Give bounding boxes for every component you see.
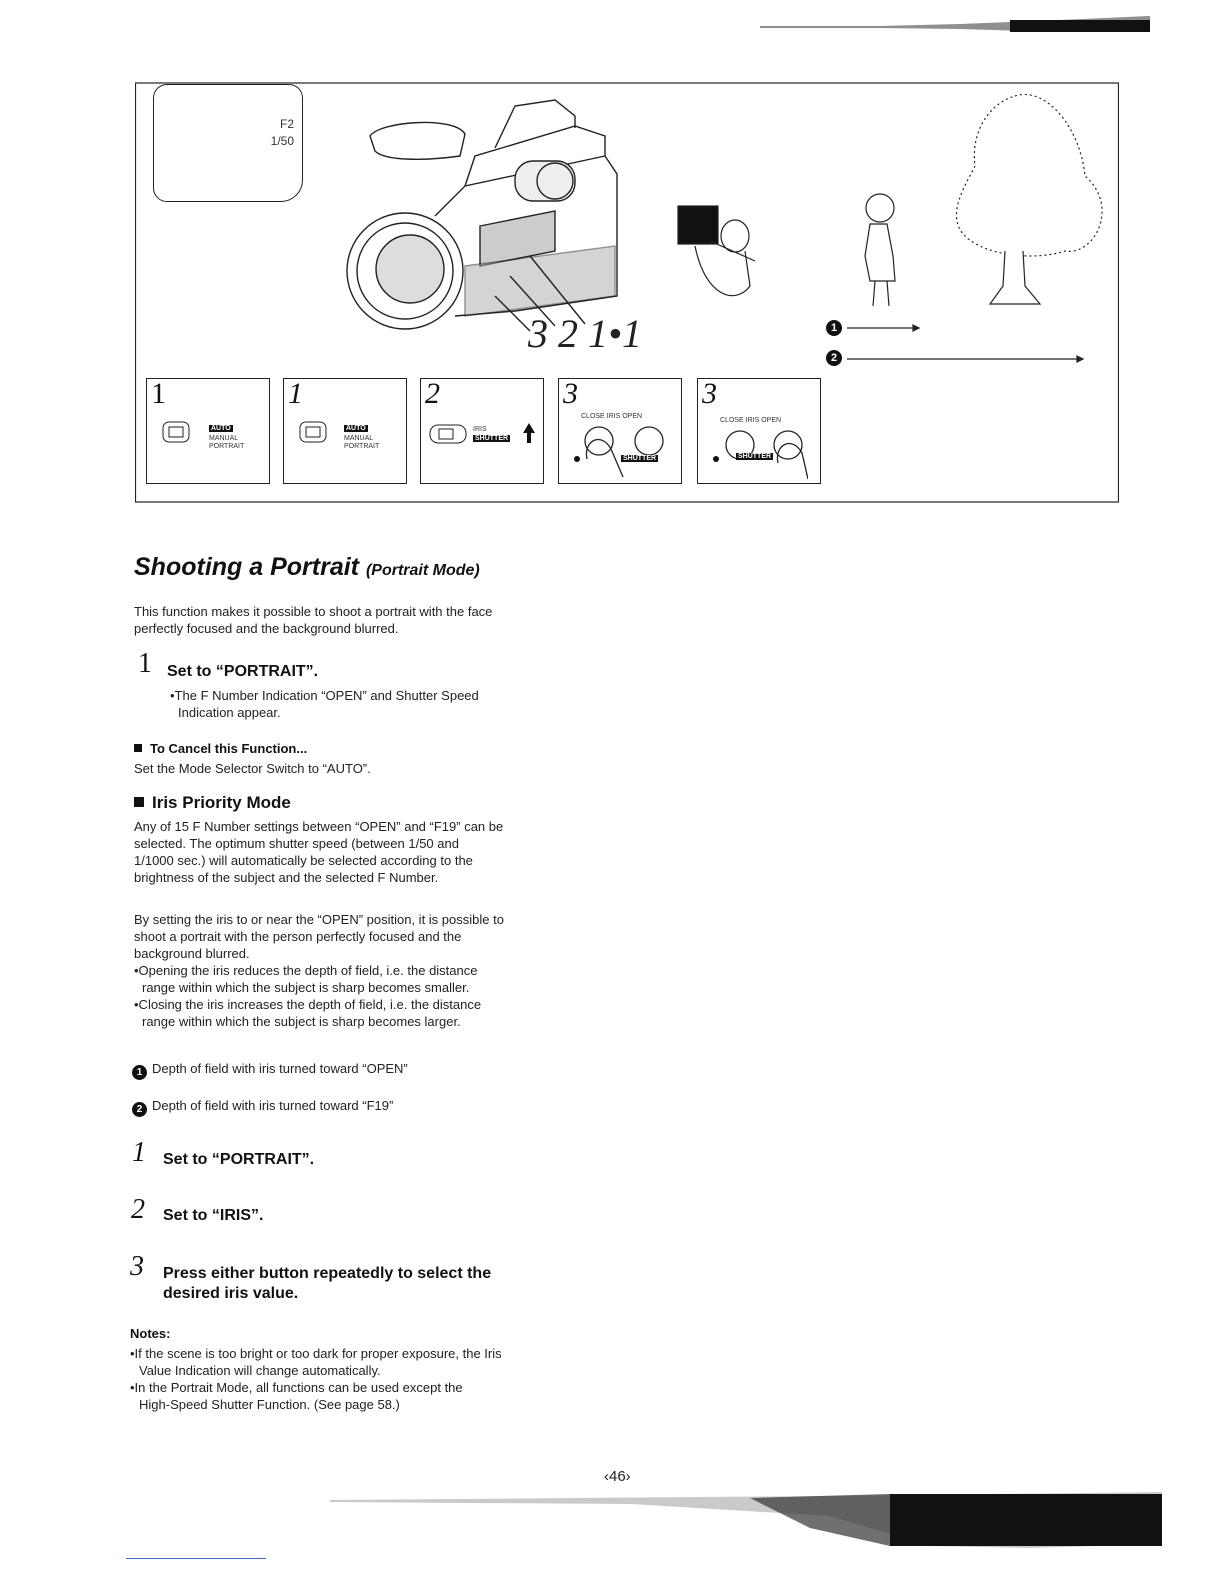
bullet-line: •The F Number Indication “OPEN” and Shutter Speed — [170, 688, 479, 703]
switch-label-iris: IRIS — [473, 426, 487, 433]
panel-step-1 — [146, 378, 270, 484]
note-line: Value Indication will change automatically. — [139, 1363, 381, 1378]
iris-line: selected. The optimum shutter speed (between 1/50 and — [134, 836, 459, 851]
scan-streak-top — [760, 10, 1150, 34]
procedure-step-1-text: Set to “PORTRAIT”. — [163, 1151, 315, 1168]
step-1-text: Set to “PORTRAIT”. — [167, 663, 319, 680]
iris-heading-text: Iris Priority Mode — [152, 793, 291, 812]
iris-line: shoot a portrait with the person perfectly focused and the — [134, 929, 462, 944]
step-callout-numbers: 3 2 1•1 — [528, 311, 643, 356]
iris-line: •Closing the iris increases the depth of field, i.e. the distance — [134, 997, 482, 1012]
step-1-number: 1 — [138, 648, 152, 679]
shutter-label: SHUTTER — [623, 455, 657, 462]
iris-line: By setting the iris to or near the “OPEN” position, it is possible to — [134, 912, 504, 927]
intro-line: perfectly focused and the background blurred. — [134, 621, 399, 636]
iris-line: brightness of the subject and the selected F Number. — [134, 870, 439, 885]
panel-step-1-italic — [283, 378, 407, 484]
switch-label-shutter: SHUTTER — [475, 435, 509, 442]
procedure-step-3-number: 3 — [130, 1251, 144, 1282]
iris-line: Any of 15 F Number settings between “OPEN” and “F19” can be — [134, 819, 504, 834]
iris-line: •Opening the iris reduces the depth of field, i.e. the distance — [134, 963, 478, 978]
step-3-line: Press either button repeatedly to select the — [163, 1265, 492, 1282]
panel-step-3-open — [697, 378, 821, 484]
mode-selector-switch-icon — [298, 417, 328, 447]
mode-label-auto: AUTO — [346, 425, 366, 432]
panel-step-2 — [420, 378, 544, 484]
panel-number: 1 — [288, 377, 303, 410]
intro-paragraph — [134, 603, 492, 637]
camcorder-icon — [347, 100, 617, 331]
iris-button-label: CLOSE IRIS OPEN — [581, 413, 643, 420]
dof-text-1: Depth of field with iris turned toward “OPEN” — [152, 1061, 408, 1076]
panel-number: 1 — [151, 377, 166, 410]
shutter-label: SHUTTER — [738, 453, 772, 460]
bottom-rule — [126, 1558, 266, 1559]
iris-priority-heading — [134, 793, 291, 813]
f-number-readout: F2 — [279, 117, 294, 131]
iris-button-label: CLOSE IRIS OPEN — [720, 417, 782, 424]
viewfinder-display — [153, 84, 303, 202]
panel-number: 2 — [425, 377, 440, 410]
panel-number: 3 — [702, 377, 717, 410]
procedure-step-2-text: Set to “IRIS”. — [163, 1207, 264, 1224]
note-line: High-Speed Shutter Function. (See page 58.) — [139, 1397, 400, 1412]
notes-heading: Notes: — [130, 1326, 171, 1341]
panel-number: 3 — [563, 377, 578, 410]
procedure-step-2-number: 2 — [131, 1194, 145, 1225]
iris-shutter-switch-icon — [429, 423, 469, 447]
dof-marker-2: 2 — [132, 1102, 147, 1117]
mode-label-portrait: PORTRAIT — [344, 443, 380, 450]
child-subject-icon — [865, 194, 895, 306]
iris-line: 1/1000 sec.) will automatically be selected according to the — [134, 853, 473, 868]
note-line: •If the scene is too bright or too dark for proper exposure, the Iris — [130, 1346, 502, 1361]
bullet-line: Indication appear. — [178, 705, 281, 720]
procedure-step-3-text — [163, 1265, 491, 1303]
iris-line: background blurred. — [134, 946, 250, 961]
camera-operator-icon — [678, 206, 755, 296]
dof-text-2: Depth of field with iris turned toward “F19” — [152, 1098, 394, 1113]
arrow-up-icon — [521, 421, 537, 445]
page-title — [134, 553, 480, 582]
cancel-heading-text: To Cancel this Function... — [150, 741, 308, 756]
note-line: •In the Portrait Mode, all functions can be used except the — [130, 1380, 463, 1395]
notes-list — [130, 1345, 502, 1413]
dof-item-2 — [132, 1097, 393, 1117]
iris-buttons-pressing-icon — [569, 421, 669, 479]
cancel-text: Set the Mode Selector Switch to “AUTO”. — [134, 761, 371, 776]
step-3-line: desired iris value. — [163, 1285, 299, 1302]
dof-marker-1: 1 — [132, 1065, 147, 1080]
mode-label-portrait: PORTRAIT — [209, 443, 245, 450]
depth-marker-1: 1 — [826, 320, 842, 336]
mode-selector-switch-icon — [161, 417, 191, 447]
mode-label-manual: MANUAL — [344, 435, 374, 442]
panel-step-3-close — [558, 378, 682, 484]
page-number: ‹46› — [604, 1468, 631, 1485]
procedure-step-1-number: 1 — [132, 1137, 146, 1168]
shutter-speed-readout: 1/50 — [270, 134, 294, 148]
title-main: Shooting a Portrait — [134, 553, 359, 581]
cancel-heading — [134, 741, 307, 756]
tree-background-icon — [956, 94, 1102, 304]
iris-depth-paragraph — [134, 911, 504, 1030]
dof-item-1 — [132, 1060, 408, 1080]
iris-line: range within which the subject is sharp becomes larger. — [142, 1014, 461, 1029]
iris-line: range within which the subject is sharp becomes smaller. — [142, 980, 470, 995]
mode-label-manual: MANUAL — [209, 435, 239, 442]
scan-streak-bottom — [330, 1488, 1162, 1558]
intro-line: This function makes it possible to shoot a portrait with the face — [134, 604, 493, 619]
title-subtitle: (Portrait Mode) — [365, 562, 480, 579]
mode-label-auto: AUTO — [211, 425, 231, 432]
iris-priority-paragraph — [134, 818, 503, 886]
step-1-bullet — [170, 687, 479, 721]
depth-marker-2: 2 — [826, 350, 842, 366]
